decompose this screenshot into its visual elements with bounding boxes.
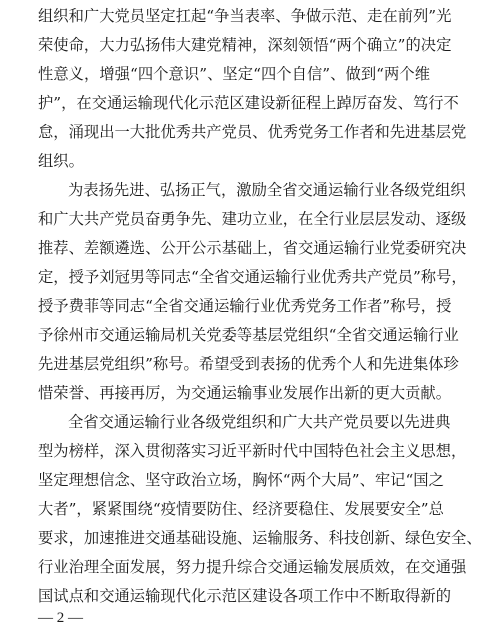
paragraph-3-line-2: 型为榜样，深入贯彻落实习近平新时代中国特色社会主义思想，	[38, 442, 467, 460]
paragraph-1-line-2: 荣使命，大力弘扬伟大建党精神，深刻领悟“两个确立”的决定	[38, 36, 452, 54]
paragraph-2-line-8: 惜荣誉、再接再厉，为交通运输事业发展作出新的更大贡献。	[38, 384, 452, 402]
paragraph-2-line-4: 定，授予刘冠男等同志“全省交通运输行业优秀共产党员”称号，	[38, 268, 467, 286]
paragraph-1-line-5: 怠，涌现出一大批优秀共产党员、优秀党务工作者和先进基层党	[38, 123, 467, 141]
paragraph-2-line-2: 和广大共产党员奋勇争先、建功立业，在全行业层层发动、逐级	[38, 210, 467, 228]
paragraph-2-line-6: 予徐州市交通运输局机关党委等基层党组织“全省交通运输行业	[38, 326, 459, 344]
page-number: — 2 —	[38, 610, 83, 626]
paragraph-2-line-3: 推荐、差额遴选、公开公示基础上，省交通运输行业党委研究决	[38, 239, 467, 257]
paragraph-1-line-6: 组织。	[38, 152, 84, 170]
paragraph-2-line-1: 为表扬先进、弘扬正气，激励全省交通运输行业各级党组织	[68, 181, 466, 199]
paragraph-1-line-3: 性意义，增强“四个意识”、坚定“四个自信”、做到“两个维	[38, 65, 430, 83]
paragraph-1-line-4: 护”，在交通运输现代化示范区建设新征程上踔厉奋发、笃行不	[38, 94, 459, 112]
paragraph-3-line-5: 要求，加速推进交通基础设施、运输服务、科技创新、绿色安全、	[38, 529, 482, 547]
paragraph-3-line-7: 国试点和交通运输现代化示范区建设各项工作中不断取得新的	[38, 587, 452, 605]
paragraph-3-line-3: 坚定理想信念、坚守政治立场，胸怀“两个大局”、牢记“国之	[38, 471, 444, 489]
paragraph-3-line-4: 大者”，紧紧围绕“疫情要防住、经济要稳住、发展要安全”总	[38, 500, 444, 518]
paragraph-2-line-5: 授予费菲等同志“全省交通运输行业优秀党务工作者”称号，授	[38, 297, 452, 315]
paragraph-3-line-1: 全省交通运输行业各级党组织和广大共产党员要以先进典	[68, 413, 451, 431]
paragraph-1-line-1: 组织和广大党员坚定扛起“争当表率、争做示范、走在前列”光	[38, 7, 452, 25]
paragraph-2-line-7: 先进基层党组织”称号。希望受到表扬的优秀个人和先进集体珍	[38, 355, 459, 373]
paragraph-3-line-6: 行业治理全面发展，努力提升综合交通运输发展质效，在交通强	[38, 558, 467, 576]
